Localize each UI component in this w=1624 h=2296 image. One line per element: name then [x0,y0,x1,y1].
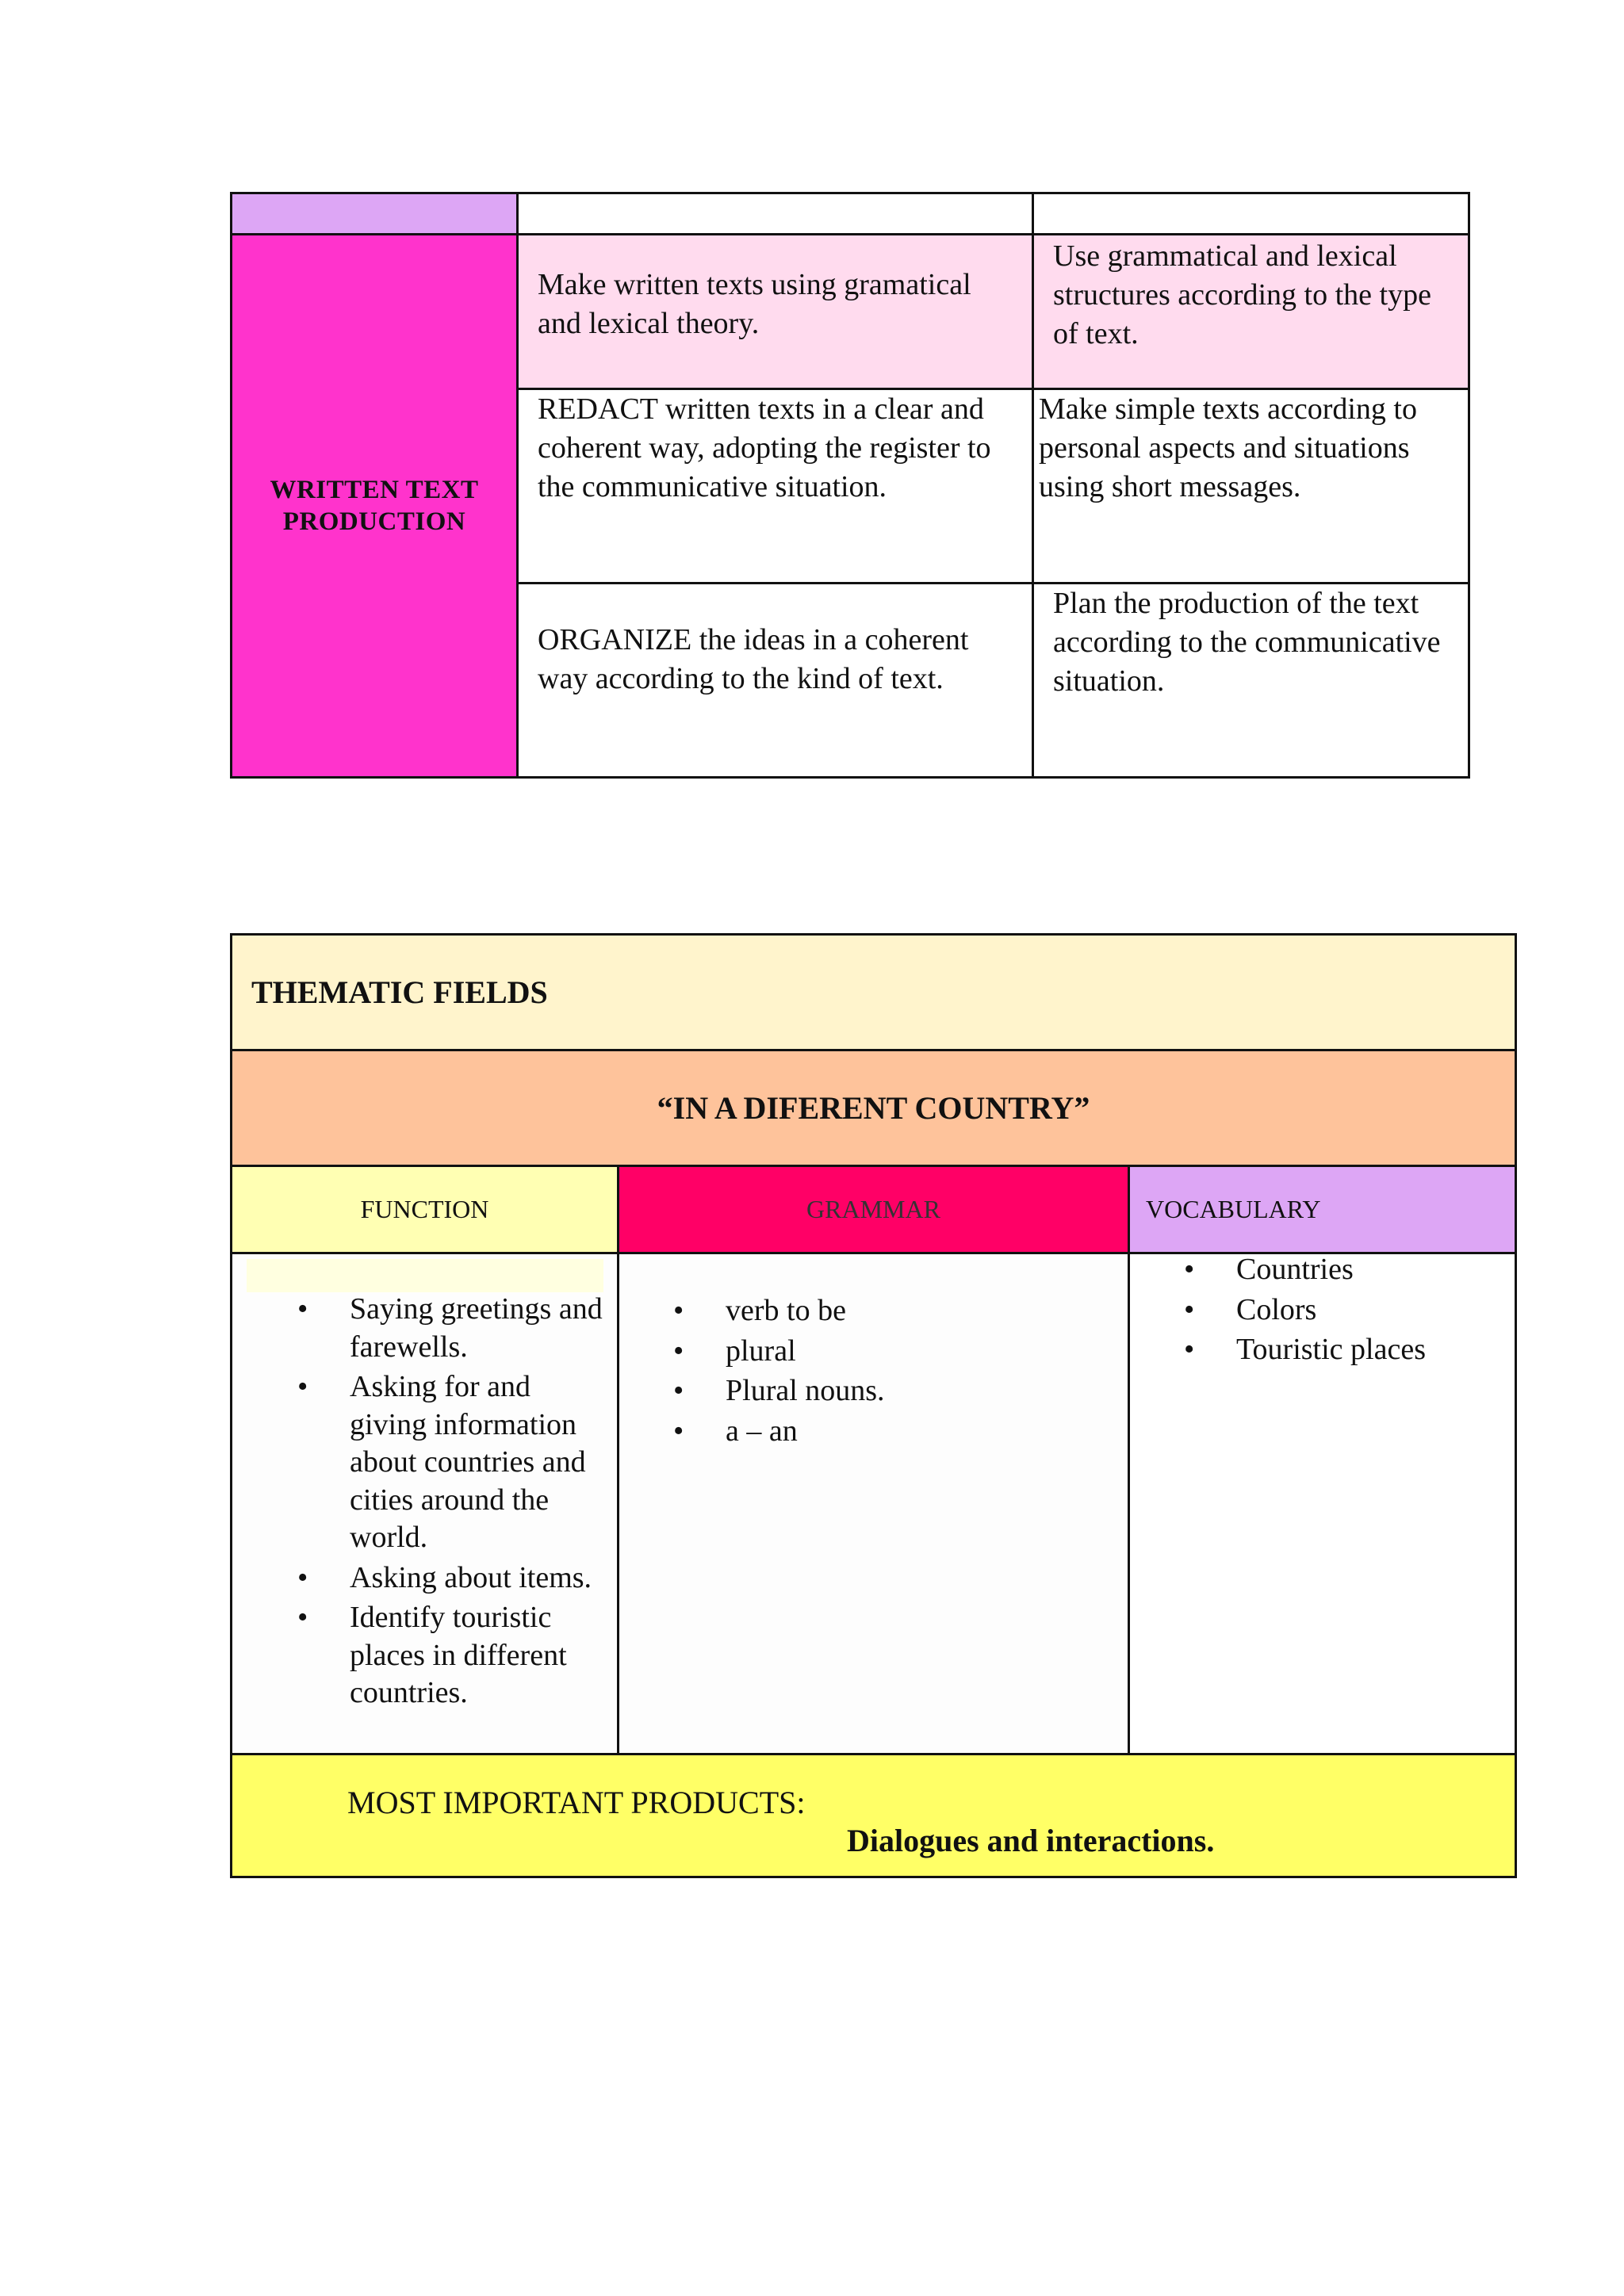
section-label-cell [232,235,519,776]
unit-title-row [232,1051,1515,1167]
products-value: Dialogues and interactions. [847,1823,1215,1858]
thematic-fields-header [232,936,1515,1051]
list-item: • Plural nouns. [673,1371,1101,1411]
list-item: • Countries [1184,1249,1501,1290]
thematic-fields-title: THEMATIC FIELDS [251,974,548,1010]
list-item: • a – an [673,1411,1101,1452]
unit-title: “IN A DIFERENT COUNTRY” [657,1090,1090,1126]
list-item: • Colors [1184,1290,1501,1330]
list-item: • plural [673,1331,1101,1372]
function-list [297,1291,607,1712]
indicator-cell: ORGANIZE the ideas in a coherent way according to the kind of text. [519,584,1034,776]
indicator-cell: REDACT written texts in a clear and coherent way, adopting the register to the communicative situation. [519,390,1034,584]
list-item: • Saying greetings and farewells. [297,1291,607,1366]
products-label: MOST IMPORTANT PRODUCTS: [347,1785,806,1820]
list-item: • Asking about items. [297,1559,607,1598]
vocabulary-list [1184,1249,1501,1370]
grammar-column [619,1254,1130,1753]
highlight-strip [247,1259,603,1292]
grammar-list [673,1291,1101,1451]
descriptor-cell: Make simple texts according to personal aspects and situations using short messages. [1034,390,1468,584]
vocabulary-column [1130,1254,1515,1753]
list-item: • verb to be [673,1291,1101,1331]
descriptor-cell: Use grammatical and lexical structures according to the type of text. [1034,235,1468,390]
products-row [232,1753,1515,1876]
grammar-column-header: GRAMMAR [619,1167,1130,1254]
header-cell-middle [519,194,1034,235]
descriptor-cell: Plan the production of the text according to the communicative situation. [1053,587,1441,698]
header-cell-right [1034,194,1468,235]
indicator-cell: Make written texts using gramatical and lexical theory. [519,235,1034,390]
function-column [232,1254,619,1753]
list-item: • Identify touristic places in different countries. [297,1599,607,1712]
written-production-table [230,192,1470,779]
list-item: • Touristic places [1184,1330,1501,1370]
header-cell-left [232,194,519,235]
list-item: • Asking for and giving information about countries and cities around the world. [297,1368,607,1557]
thematic-fields-table [230,933,1517,1878]
vocabulary-column-header: VOCABULARY [1130,1167,1515,1254]
section-label: WRITTEN TEXT PRODUCTION [270,476,479,536]
function-column-header: FUNCTION [232,1167,619,1254]
